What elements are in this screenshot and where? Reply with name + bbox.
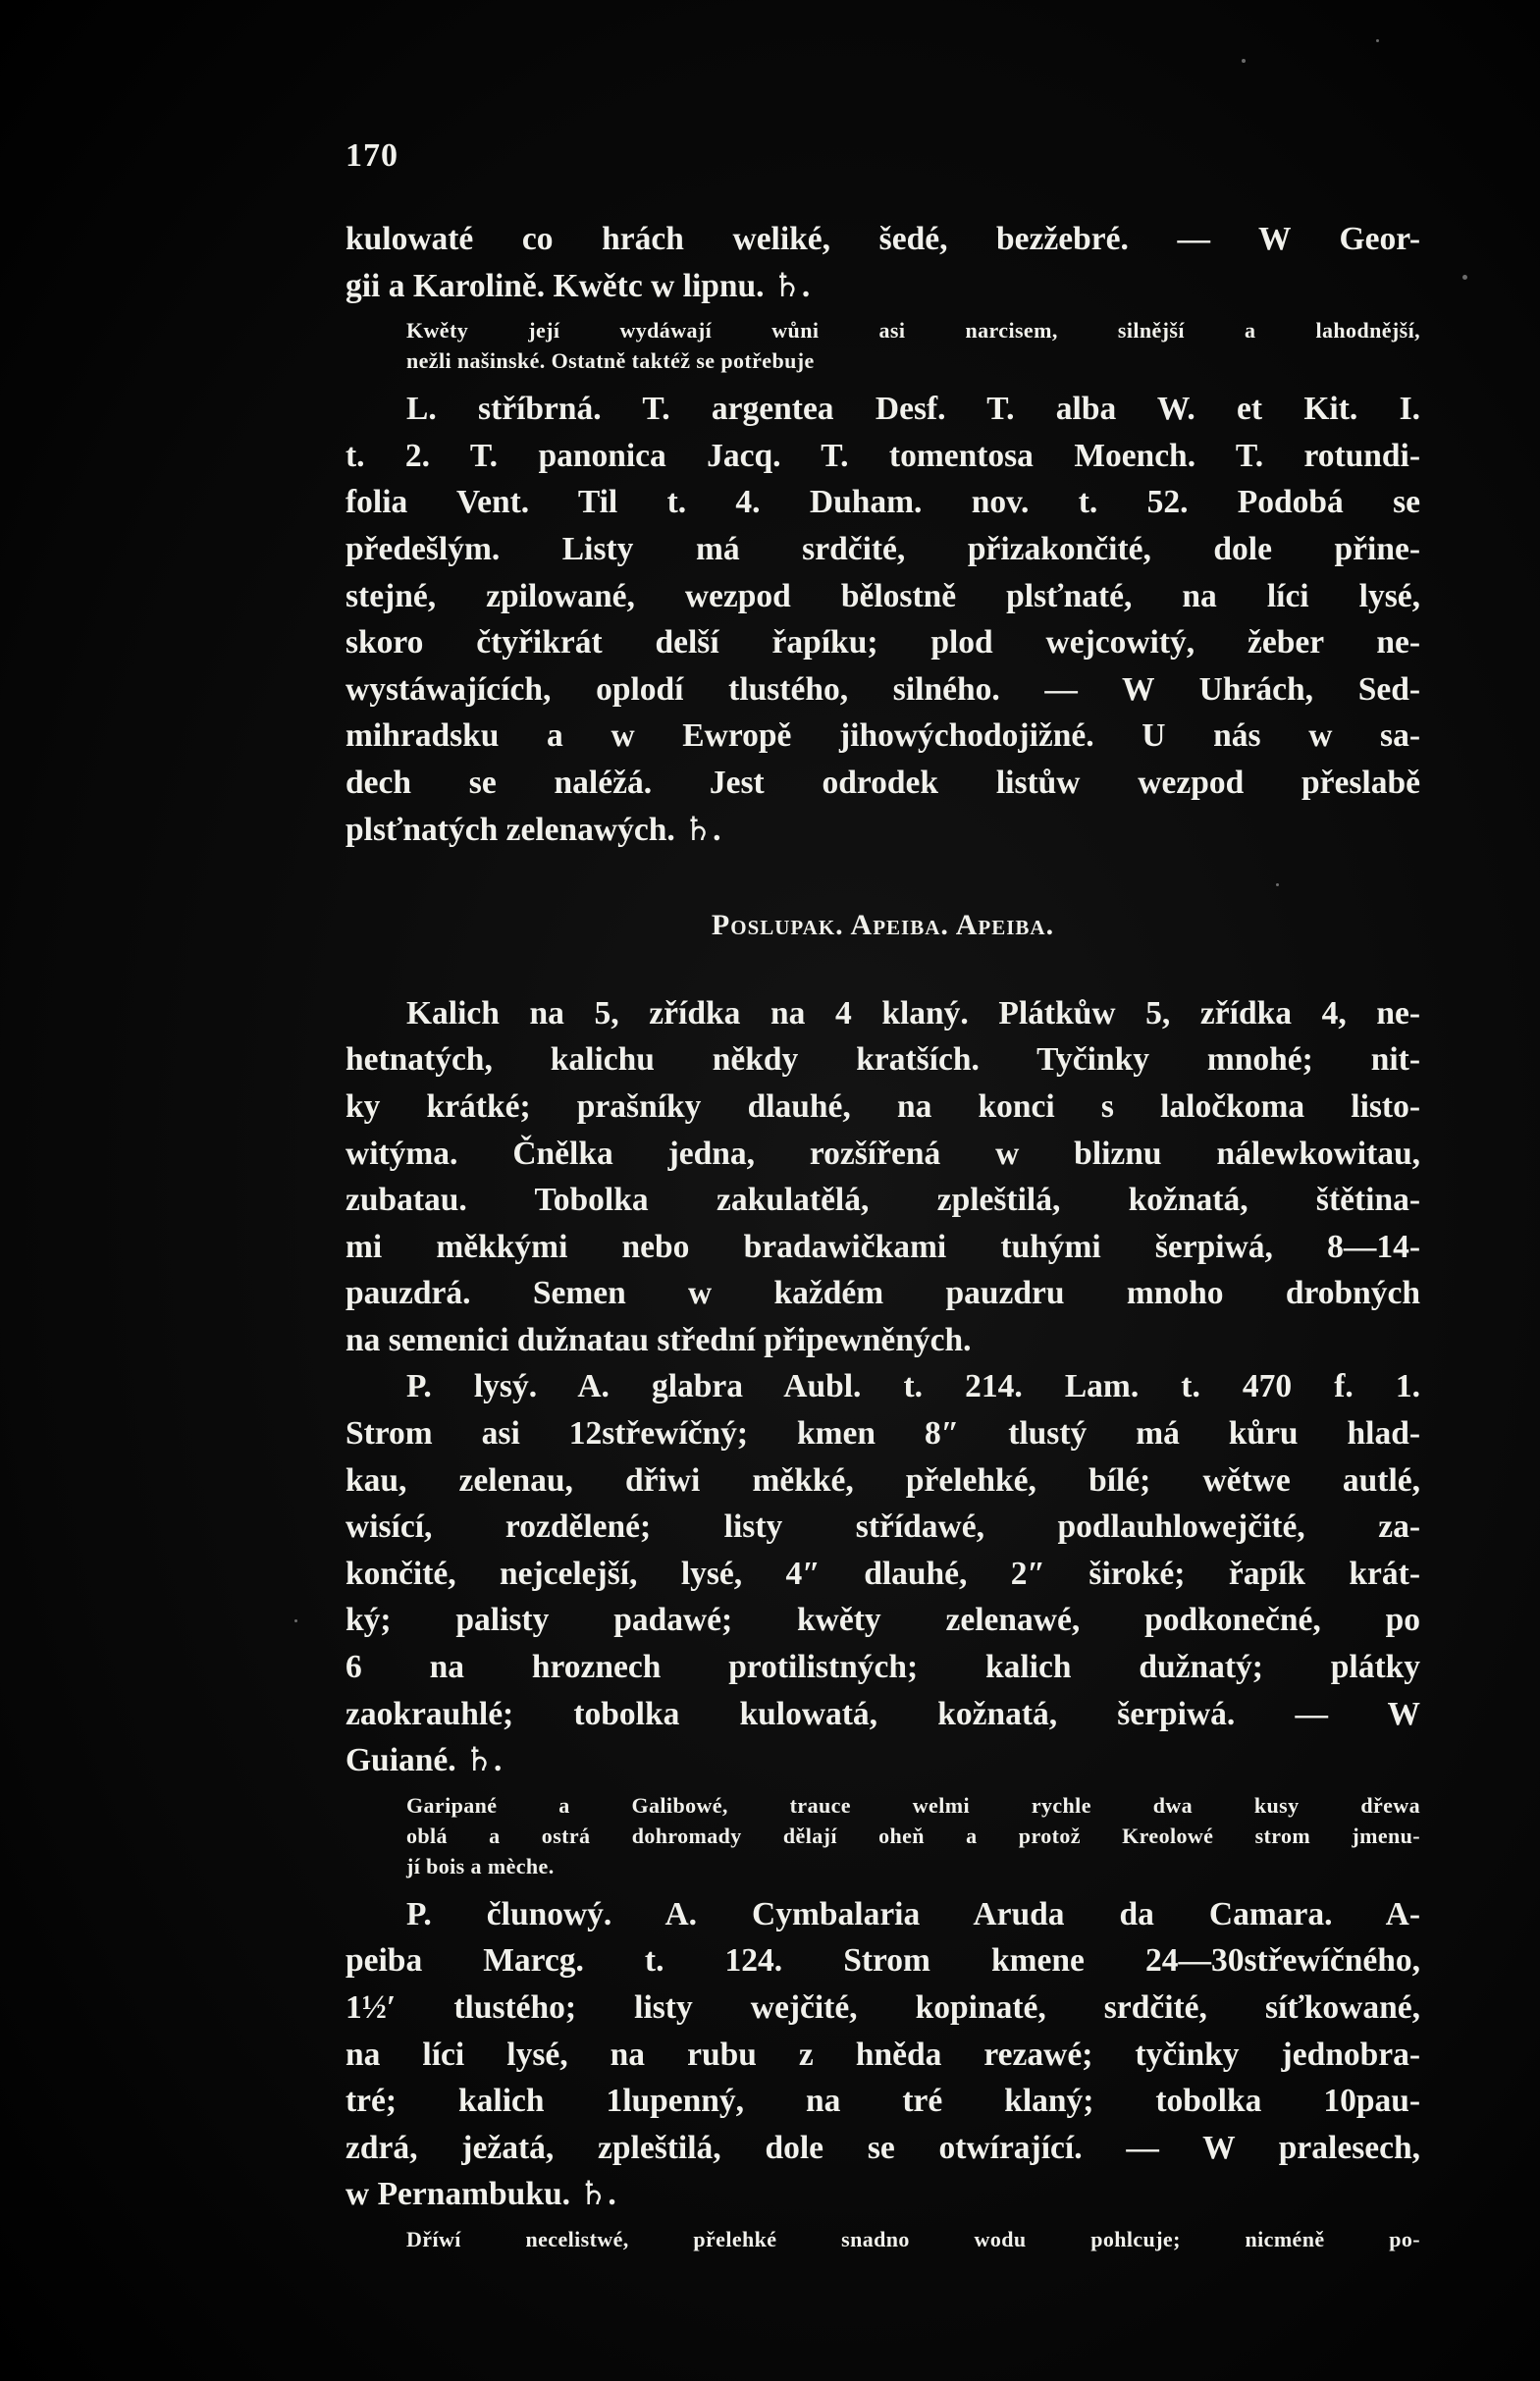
text-line: P. člunowý. A. Cymbalaria Aruda da Camara. A- [406,1895,1420,1932]
text-line: zdrá, ježatá, zpleštilá, dole se otwírající. — W pralesech, [345,2129,1420,2166]
paragraph-tilia-americana-end [345,216,1420,309]
text-line: mihradsku a w Ewropě jihowýchodojižné. U nás w sa- [345,717,1420,755]
text-line: peiba Marcg. t. 124. Strom kmene 24—30střewíčného, [345,1942,1420,1980]
text-line: tré; kalich 1lupenný, na tré klaný; tobolka 10pau- [345,2083,1420,2120]
text-line: witýma. Čnělka jedna, rozšířená w bliznu nálewkowitau, [345,1135,1420,1172]
footnote-small-print [345,1790,1420,1881]
paragraph-tilia-argentea [345,386,1420,853]
text-line: plsťnatých zelenawých. ♄. [345,811,721,848]
text-line: na semenici dužnatau střední připewněných. [345,1321,972,1358]
note-line: jí bois a mèche. [406,1853,555,1878]
book-page [334,128,1423,2316]
text-line: mi měkkými nebo bradawičkami tuhými šerpiwá, 8—14- [345,1228,1420,1265]
text-line: zaokrauhlé; tobolka kulowatá, kožnatá, šerpiwá. — W [345,1695,1420,1732]
text-line: t. 2. T. panonica Jacq. T. tomentosa Moench. T. rotundi- [345,437,1420,474]
note-line: nežli našinské. Ostatně taktéž se potřebuje [406,348,815,374]
text-line: dech se naléžá. Jest odrodek listůw wezpod přeslabě [345,764,1420,801]
text-line: kau, zelenau, dřiwi měkké, přelehké, bílé; wětwe autlé, [345,1461,1420,1499]
text-line: folia Vent. Til t. 4. Duham. nov. t. 52. Podobá se [345,484,1420,521]
paragraph-apeiba-glabra [345,1363,1420,1783]
footnote-small-print [345,315,1420,376]
note-line: Kwěty její wydáwají wůni asi narcisem, silnější a lahodnější, [406,318,1420,344]
text-line: končité, nejcelejší, lysé, 4″ dlauhé, 2″ široké; řapík krát- [345,1555,1420,1592]
page-number: 170 [345,137,398,174]
text-line: 1½′ tlustého; listy wejčité, kopinaté, srdčité, síťkowané, [345,1989,1420,2026]
paragraph-genus-description [345,990,1420,1364]
text-line: Guiané. ♄. [345,1742,503,1779]
text-line: kulowaté co hrách weliké, šedé, bezžebré. — W Geor- [345,221,1420,257]
text-line: na líci lysé, na rubu z hněda rezawé; tyčinky jednobra- [345,2036,1420,2073]
note-line: Dříwí necelistwé, přelehké snadno wodu pohlcuje; nicméně po- [406,2226,1420,2251]
text-line: L. stříbrná. T. argentea Desf. T. alba W. et Kit. I. [406,391,1420,428]
text-line: 6 na hroznech protilistných; kalich dužnatý; plátky [345,1649,1420,1686]
text-line: stejné, zpilowané, wezpod bělostně plsťnaté, na líci lysé, [345,577,1420,614]
text-line: wystáwajících, oplodí tlustého, silného. — W Uhrách, Sed- [345,670,1420,708]
text-line: skoro čtyřikrát delší řapíku; plod wejcowitý, žeber ne- [345,624,1420,661]
text-line: ky krátké; prašníky dlauhé, na konci s laločkoma listo- [345,1087,1420,1125]
text-line: pauzdrá. Semen w každém pauzdru mnoho drobných [345,1275,1420,1312]
text-line: P. lysý. A. glabra Aubl. t. 214. Lam. t. 470 f. 1. [406,1368,1420,1405]
note-line: oblá a ostrá dohromady dělají oheň a protož Kreolowé strom jmenu- [406,1823,1420,1848]
text-line: Kalich na 5, zřídka na 4 klaný. Plátkůw 5, zřídka 4, ne- [406,994,1420,1032]
text-line: ký; palisty padawé; kwěty zelenawé, podkonečné, po [345,1602,1420,1639]
page-text [345,216,1420,2254]
text-line: předešlým. Listy má srdčité, přizakončité, dole přine- [345,530,1420,567]
text-line: zubatau. Tobolka zakulatělá, zpleštilá, kožnatá, štětina- [345,1182,1420,1219]
section-heading: Poslupak. Apeiba. Apeiba. [711,909,1055,942]
footnote-small-print [345,2224,1420,2254]
text-line: gii a Karolině. Kwětc w lipnu. ♄. [345,267,811,304]
text-line: w Pernambuku. ♄. [345,2176,616,2213]
text-line: wisící, rozdělené; listy střídawé, podlauhlowejčité, za- [345,1508,1420,1546]
paragraph-apeiba-cymbalaria [345,1891,1420,2218]
text-line: Strom asi 12střewíčný; kmen 8″ tlustý má kůru hlad- [345,1415,1420,1453]
text-line: hetnatých, kalichu někdy kratších. Tyčinky mnohé; nit- [345,1041,1420,1079]
note-line: Garipané a Galibowé, trauce welmi rychle dwa kusy dřewa [406,1792,1420,1818]
